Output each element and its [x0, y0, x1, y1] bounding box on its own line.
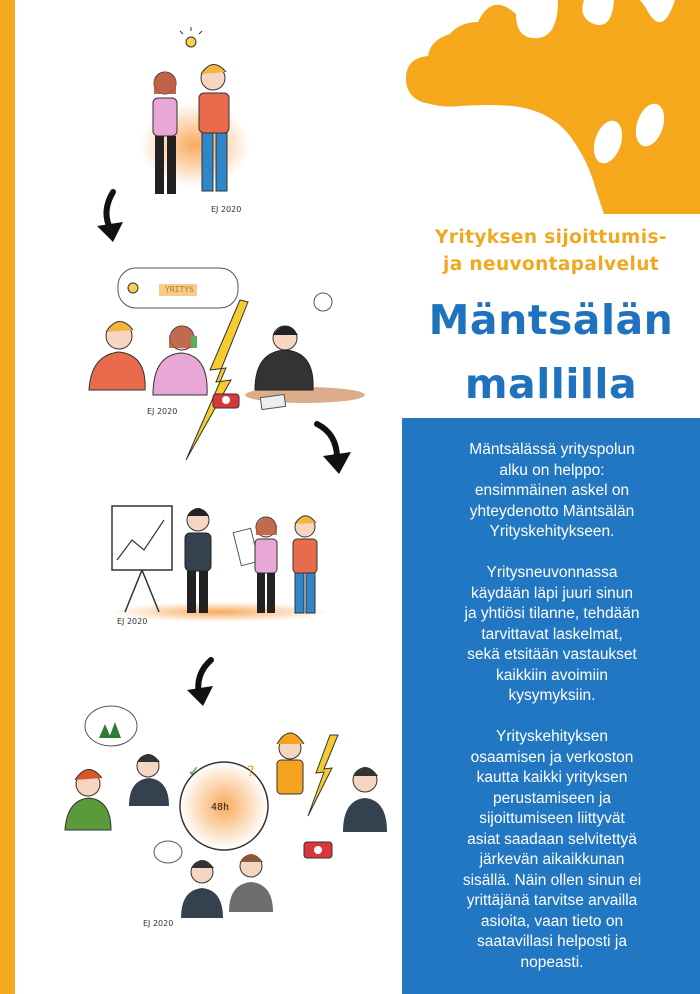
signature-1: EJ 2020	[211, 205, 242, 214]
signature-2: EJ 2020	[147, 407, 178, 416]
signature-4: EJ 2020	[143, 919, 174, 928]
scene-network	[65, 706, 387, 928]
lightning-bolt-icon	[308, 735, 338, 816]
info-text	[446, 440, 658, 973]
info-paragraph-1: Mäntsälässä yrityspolun alku on helppo: ensimmäinen askel on yhteydenotto Mäntsälän Yrityskehitykseen.	[469, 441, 635, 540]
title-line-2: mallilla	[464, 360, 638, 408]
clock-label: 48h	[211, 802, 230, 813]
scene-consulting	[110, 506, 330, 626]
info-paragraph-3: Yrityskehityksen osaamisen ja verkoston kautta kaikki yrityksen perustamiseen ja sijoittumiseen liittyvät asiat saadaan selvitettyä järkevän aikaikkunan sisällä. Näin ollen sinun ei yrittäjänä tarvitse arvailla asioita, vaan tieto on saatavillasi helposti ja nopeasti.	[462, 728, 642, 971]
subtitle	[402, 224, 700, 278]
scene-first-contact	[140, 27, 250, 214]
flipchart-icon	[112, 506, 172, 612]
info-paragraph-2: Yritysneuvonnassa käydään läpi juuri sinun ja yhtiösi tilanne, tehdään tarvittavat laskelmat, sekä etsitään vastaukset kaikkiin avoimiin kysymyksiin.	[464, 564, 640, 704]
left-accent-strip	[0, 0, 15, 994]
smiley-icon	[314, 293, 332, 311]
arrow-down-icon	[317, 424, 337, 458]
title-line-1: Mäntsälän	[428, 296, 674, 344]
question-icon: ?	[247, 764, 255, 780]
telephone-icon	[304, 842, 332, 858]
lightbulb-icon	[180, 27, 202, 47]
illustration-column	[15, 0, 400, 994]
telephone-icon	[213, 394, 239, 408]
check-icon: ✓	[188, 764, 200, 780]
subtitle-line-1: Yrityksen sijoittumis-	[435, 227, 667, 248]
subtitle-line-2: ja neuvontapalvelut	[442, 254, 660, 275]
page-title	[402, 288, 700, 416]
signature-3: EJ 2020	[117, 617, 148, 626]
moose-antler-graphic	[400, 0, 700, 214]
